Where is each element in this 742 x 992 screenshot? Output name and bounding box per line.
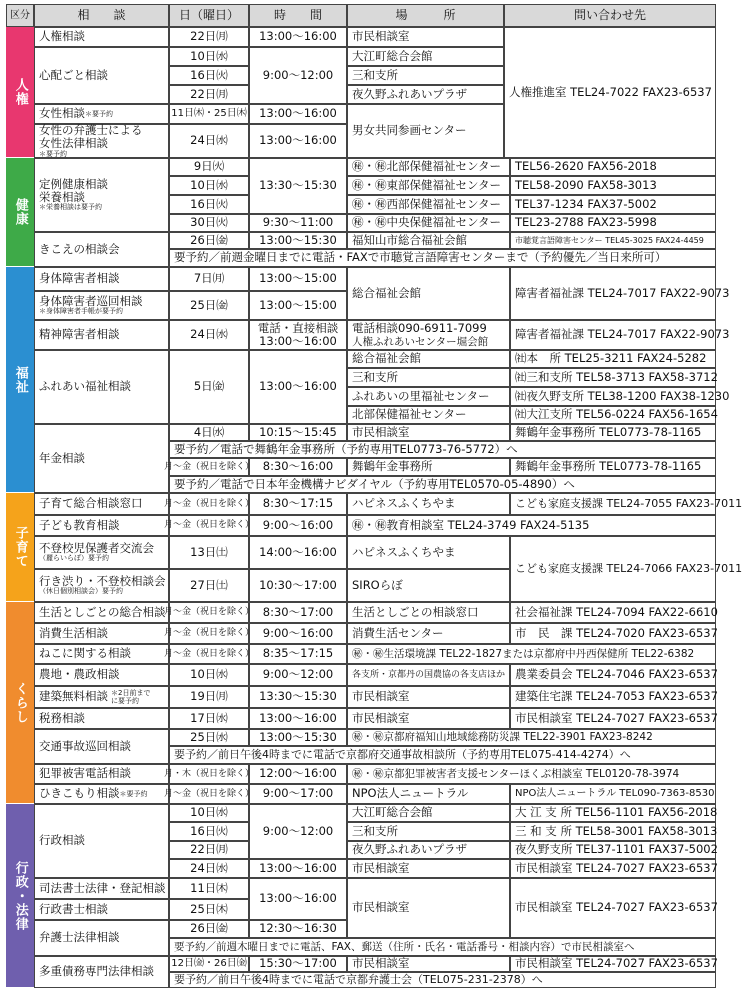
row-contact-zeimu: 市民相談室 TEL24-7027 FAX23-6537 — [510, 708, 716, 729]
row-date-gyosei-3: 22日㈪ — [169, 841, 249, 859]
row-contact-gyosei-2: 三 和 支 所 TEL58-3001 FAX58-3013 — [510, 822, 716, 841]
row-date-bengoshi-josei: 24日㈬ — [169, 124, 249, 158]
row-name-kenchiku: 建築無料相談 ＊2日前までに要予約 — [34, 686, 169, 708]
row-name-bengoshi: 弁護士法律相談 — [34, 920, 169, 956]
row-name-teirei: 定例健康相談 栄養相談 ＊栄養相談は要予約 — [34, 158, 169, 232]
row-date-teirei-2: 10日㈬ — [169, 176, 249, 195]
row-date-gyosei-2: 16日㈫ — [169, 822, 249, 841]
row-place-shintai: 総合福祉会館 — [347, 267, 510, 320]
header-consultation: 相 談 — [34, 4, 169, 27]
row-contact-fureai-3: ㈳夜久野支所 TEL38-1200 FAX38-1230 — [510, 387, 716, 406]
row-contact-seikatsu: 社会福祉課 TEL24-7094 FAX22-6610 — [510, 602, 716, 623]
row-time-nenkin-2: 8:30～16:00 — [249, 458, 347, 476]
row-contact-teirei-2: TEL58-2090 FAX58-3013 — [510, 176, 716, 195]
row-name-hikikomori: ひきこもり相談 ＊要予約 — [34, 784, 169, 804]
row-contact-gyosei-1: 大 江 支 所 TEL56-1101 FAX56-2018 — [510, 804, 716, 822]
row-name-nochi: 農地・農政相談 — [34, 664, 169, 686]
row-date-shihoshoshi: 11日㈭ — [169, 878, 249, 899]
row-time-kosodate-sogo: 8:30～17:15 — [249, 493, 347, 515]
row-name-bengoshi-josei: 女性の弁護士による 女性法律相談 ＊要予約 — [34, 124, 169, 158]
row-date-nenkin-2: 月～金（祝日を除く） — [169, 458, 249, 476]
row-contact-kosodate-sogo: こども家庭支援課 TEL24-7055 FAX23-7011 — [510, 493, 716, 515]
row-name-zeimu: 税務相談 — [34, 708, 169, 729]
row-place-seishin: 電話相談090-6911-7099 人権ふれあいセンター堀会館 — [347, 320, 510, 350]
row-date-teirei-4: 30日㈫ — [169, 214, 249, 232]
row-date-shohi: 月～金（祝日を除く） — [169, 623, 249, 644]
row-name-kikoe: きこえの相談会 — [34, 232, 169, 267]
row-place-nenkin-2: 舞鶴年金事務所 — [347, 458, 510, 476]
row-contact-fureai-2: ㈳三和支所 TEL58-3713 FAX58-3712 — [510, 368, 716, 387]
row-date-josei: 11日㈭・25日㈭ — [169, 104, 249, 124]
row-time-josei: 13:00～16:00 — [249, 104, 347, 124]
category-jinken: 人権 — [6, 27, 34, 158]
row-time-zeimu: 13:00～16:00 — [249, 708, 347, 729]
row-contact-fureai-4: ㈳大江支所 TEL56-0224 FAX56-1654 — [510, 406, 716, 424]
row-date-hanzai: 月・木（祝日を除く） — [169, 764, 249, 784]
header-place: 場 所 — [347, 4, 504, 27]
row-time-futoko: 14:00～16:00 — [249, 536, 347, 569]
row-date-kenchiku: 19日㈪ — [169, 686, 249, 708]
row-date-hikikomori: 月～金（祝日を除く） — [169, 784, 249, 804]
row-name-ikishiburi: 行き渋り・不登校相談会 （休日個別相談会）要予約 — [34, 569, 169, 602]
row-place-zeimu: 市民相談室 — [347, 708, 510, 729]
row-date-zeimu: 17日㈬ — [169, 708, 249, 729]
row-place-gyosei-1: 大江町総合会館 — [347, 804, 510, 822]
row-place-teirei-1: ㊙・㊙北部保健福祉センター — [347, 158, 510, 176]
row-time-gyosei: 9:00～12:00 — [249, 804, 347, 859]
row-place-kosodate-sogo: ハピネスふくちやま — [347, 493, 510, 515]
row-contact-hikikomori: NPO法人ニュートラル TEL090-7363-8530 — [510, 784, 716, 804]
row-date-kokoro-1: 10日㈬ — [169, 47, 249, 66]
row-date-kikoe: 26日㈮ — [169, 232, 249, 249]
row-note-kotsu: 要予約／前日午後4時までに電話で京都府交通事故相談所（予約専用TEL075-414-4274）へ — [169, 746, 716, 764]
row-name-tajyu: 多重債務専門法律相談 — [34, 956, 169, 988]
row-time-shihoshoshi: 13:00～16:00 — [249, 878, 347, 920]
row-date-kodomo-kyoiku: 月～金（祝日を除く） — [169, 515, 249, 536]
row-name-shohi: 消費生活相談 — [34, 623, 169, 644]
category-gyosei: 行政・法律 — [6, 804, 34, 988]
row-place-nochi: 各支所・京都丹の国農協の各支店ほか — [347, 664, 510, 686]
row-name-shintai: 身体障害者相談 — [34, 267, 169, 291]
header-contact: 問い合わせ先 — [504, 4, 716, 27]
row-place-hanzai: ㊙・㊙京都犯罪被害者支援センターほくぶ相談室 TEL0120-78-3974 — [347, 764, 716, 784]
row-name-nenkin: 年金相談 — [34, 424, 169, 493]
row-contact-kikoe: 市聴覚言語障害センター TEL45-3025 FAX24-4459 — [510, 232, 716, 249]
row-place-teirei-3: ㊙・㊙西部保健福祉センター — [347, 195, 510, 214]
row-name-gyosei: 行政相談 — [34, 804, 169, 878]
row-date-shintai-junkai: 25日㈮ — [169, 291, 249, 320]
row-name-josei: 女性相談 ＊要予約 — [34, 104, 169, 124]
row-contact-futoko: こども家庭支援課 TEL24-7066 FAX23-7011 — [510, 536, 716, 602]
row-place-gyosei-3: 夜久野ふれあいプラザ — [347, 841, 510, 859]
row-time-kotsu: 13:00～15:30 — [249, 729, 347, 746]
row-place-gyosei-2: 三和支所 — [347, 822, 510, 841]
row-date-gyosei-1: 10日㈬ — [169, 804, 249, 822]
row-time-kokoro: 9:00～12:00 — [249, 47, 347, 104]
row-place-teirei-4: ㊙・㊙中央保健福祉センター — [347, 214, 510, 232]
row-name-kodomo-kyoiku: 子ども教育相談 — [34, 515, 169, 536]
row-name-shihoshoshi: 司法書士法律・登記相談 — [34, 878, 169, 899]
row-contact-jinken: 人権推進室 TEL24-7022 FAX23-6537 — [504, 27, 716, 158]
row-time-tajyu: 15:30～17:00 — [249, 956, 347, 972]
row-date-seishin: 24日㈬ — [169, 320, 249, 350]
row-place-kenchiku: 市民相談室 — [347, 686, 510, 708]
row-contact-teirei-1: TEL56-2620 FAX56-2018 — [510, 158, 716, 176]
row-contact-kenchiku: 建築住宅課 TEL24-7053 FAX23-6537 — [510, 686, 716, 708]
row-time-neko: 8:35～17:15 — [249, 644, 347, 664]
row-date-jinken: 22日㈪ — [169, 27, 249, 47]
row-name-gyoseishoshi: 行政書士相談 — [34, 899, 169, 920]
row-place-jinken: 市民相談室 — [347, 27, 504, 47]
row-place-hikikomori: NPO法人ニュートラル — [347, 784, 510, 804]
row-date-gyoseishoshi: 25日㈭ — [169, 899, 249, 920]
row-date-bengoshi: 26日㈮ — [169, 920, 249, 938]
row-place-fureai-2: 三和支所 — [347, 368, 510, 387]
row-place-kokoro-1: 大江町総合会館 — [347, 47, 504, 66]
row-place-fureai-4: 北部保健福祉センター — [347, 406, 510, 424]
row-contact-teirei-4: TEL23-2788 FAX23-5998 — [510, 214, 716, 232]
row-date-gyosei-4: 24日㈬ — [169, 859, 249, 878]
row-place-kikoe: 福知山市総合福祉会館 — [347, 232, 510, 249]
row-name-kotsu: 交通事故巡回相談 — [34, 729, 169, 764]
row-time-teirei-b: 9:30～11:00 — [249, 214, 347, 232]
row-name-neko: ねこに関する相談 — [34, 644, 169, 664]
consultation-schedule-table — [6, 4, 742, 988]
row-time-jinken: 13:00～16:00 — [249, 27, 347, 47]
row-name-kokoro: 心配ごと相談 — [34, 47, 169, 104]
row-place-kokoro-3: 夜久野ふれあいプラザ — [347, 85, 504, 104]
row-name-seikatsu: 生活としごとの総合相談 — [34, 602, 169, 623]
row-time-nochi: 9:00～12:00 — [249, 664, 347, 686]
header-ku: 区分 — [6, 4, 34, 27]
row-date-nenkin: 4日㈬ — [169, 424, 249, 441]
row-contact-teirei-3: TEL37-1234 FAX37-5002 — [510, 195, 716, 214]
row-time-shintai-junkai: 13:00～15:00 — [249, 291, 347, 320]
row-place-ikishiburi: SIROらぼ — [347, 569, 510, 602]
row-date-kokoro-3: 22日㈪ — [169, 85, 249, 104]
row-time-nenkin: 10:15～15:45 — [249, 424, 347, 441]
row-contact-nenkin: 舞鶴年金事務所 TEL0773-78-1165 — [510, 424, 716, 441]
row-place-gyosei-4: 市民相談室 — [347, 859, 510, 878]
row-contact-seishin: 障害者福祉課 TEL24-7017 FAX22-9073 — [510, 320, 716, 350]
row-note-nenkin-1: 要予約／電話で舞鶴年金事務所（予約専用TEL0773-76-5772）へ — [169, 441, 716, 458]
row-place-tajyu: 市民相談室 — [347, 956, 510, 972]
row-contact-nenkin-2: 舞鶴年金事務所 TEL0773-78-1165 — [510, 458, 716, 476]
header-time: 時 間 — [249, 4, 347, 27]
row-place-shohi: 消費生活センター — [347, 623, 510, 644]
row-time-ikishiburi: 10:30～17:00 — [249, 569, 347, 602]
row-time-seikatsu: 8:30～17:00 — [249, 602, 347, 623]
row-time-kikoe: 13:00～15:30 — [249, 232, 347, 249]
row-place-josei: 男女共同参画センター — [347, 104, 504, 158]
row-time-teirei-a: 13:30～15:30 — [249, 158, 347, 214]
row-place-fureai-1: 総合福祉会館 — [347, 350, 510, 368]
row-name-seishin: 精神障害者相談 — [34, 320, 169, 350]
row-contact-shintai: 障害者福祉課 TEL24-7017 FAX22-9073 — [510, 267, 716, 320]
row-place-teirei-2: ㊙・㊙東部保健福祉センター — [347, 176, 510, 195]
category-kosodate: 子育て — [6, 493, 34, 602]
category-kenko: 健康 — [6, 158, 34, 267]
row-name-futoko: 不登校児保護者交流会 （麗らいらぼ）要予約 — [34, 536, 169, 569]
row-contact-tajyu: 市民相談室 TEL24-7027 FAX23-6537 — [510, 956, 716, 972]
row-name-fureai: ふれあい福祉相談 — [34, 350, 169, 424]
row-contact-nochi: 農業委員会 TEL24-7046 FAX23-6537 — [510, 664, 716, 686]
row-date-futoko: 13日㈯ — [169, 536, 249, 569]
row-date-teirei-1: 9日㈫ — [169, 158, 249, 176]
row-place-futoko: ハピネスふくちやま — [347, 536, 510, 569]
row-date-kotsu: 25日㈬ — [169, 729, 249, 746]
row-note-kikoe: 要予約／前週金曜日までに電話・FAXで市聴覚言語障害センターまで（予約優先／当日来所可） — [169, 249, 716, 267]
row-date-fureai: 5日㈮ — [169, 350, 249, 424]
row-date-kokoro-2: 16日㈫ — [169, 66, 249, 85]
row-note-tajyu: 要予約／前日午後4時までに電話で京都弁護士会（TEL075-231-2378）へ — [169, 972, 716, 988]
row-contact-gyosei-3: 夜久野支所 TEL37-1101 FAX37-5002 — [510, 841, 716, 859]
row-time-shintai: 13:00～15:00 — [249, 267, 347, 291]
row-place-shoshi: 市民相談室 — [347, 878, 510, 938]
row-date-shintai: 7日㈪ — [169, 267, 249, 291]
row-date-ikishiburi: 27日㈯ — [169, 569, 249, 602]
row-time-seishin: 電話・直接相談 13:00～16:00 — [249, 320, 347, 350]
row-note-bengoshi: 要予約／前週木曜日までに電話、FAX、郵送（住所・氏名・電話番号・相談内容）で市民相談室へ — [169, 938, 716, 956]
row-note-nenkin-2: 要予約／電話で日本年金機構ナビダイヤル（予約専用TEL0570-05-4890）へ — [169, 476, 716, 493]
row-name-jinken: 人権相談 — [34, 27, 169, 47]
row-time-bengoshi-josei: 13:00～16:00 — [249, 124, 347, 158]
row-place-neko: ㊙・㊙生活環境課 TEL22-1827または京都府中丹西保健所 TEL22-6382 — [347, 644, 716, 664]
row-contact-gyosei-4: 市民相談室 TEL24-7027 FAX23-6537 — [510, 859, 716, 878]
row-place-kotsu: ㊙・㊙京都府福知山地域総務防災課 TEL22-3901 FAX23-8242 — [347, 729, 716, 746]
category-fukushi: 福祉 — [6, 267, 34, 493]
category-kurashi: くらし — [6, 602, 34, 804]
row-date-tajyu: 12日㈮・26日㈮ — [169, 956, 249, 972]
row-time-hikikomori: 9:00～17:00 — [249, 784, 347, 804]
row-name-hanzai: 犯罪被害電話相談 — [34, 764, 169, 784]
row-time-kodomo-kyoiku: 9:00～16:00 — [249, 515, 347, 536]
row-date-nochi: 10日㈬ — [169, 664, 249, 686]
row-time-fureai: 13:00～16:00 — [249, 350, 347, 424]
row-date-teirei-3: 16日㈫ — [169, 195, 249, 214]
row-place-fureai-3: ふれあいの里福祉センター — [347, 387, 510, 406]
row-date-kosodate-sogo: 月～金（祝日を除く） — [169, 493, 249, 515]
header-date: 日（曜日） — [169, 4, 249, 27]
row-place-kodomo-kyoiku: ㊙・㊙教育相談室 TEL24-3749 FAX24-5135 — [347, 515, 716, 536]
row-time-bengoshi: 12:30～16:30 — [249, 920, 347, 938]
row-time-shohi: 9:00～16:00 — [249, 623, 347, 644]
row-time-gyosei-2: 13:00～16:00 — [249, 859, 347, 878]
row-time-hanzai: 12:00～16:00 — [249, 764, 347, 784]
row-place-seikatsu: 生活としごとの相談窓口 — [347, 602, 510, 623]
row-place-nenkin: 市民相談室 — [347, 424, 510, 441]
row-name-shintai-junkai: 身体障害者巡回相談 ＊身体障害者手帳が要予約 — [34, 291, 169, 320]
row-time-kenchiku: 13:30～15:30 — [249, 686, 347, 708]
row-contact-shohi: 市 民 課 TEL24-7020 FAX23-6537 — [510, 623, 716, 644]
row-contact-shoshi: 市民相談室 TEL24-7027 FAX23-6537 — [510, 878, 716, 938]
row-place-kokoro-2: 三和支所 — [347, 66, 504, 85]
row-date-seikatsu: 月～金（祝日を除く） — [169, 602, 249, 623]
row-name-kosodate-sogo: 子育て総合相談窓口 — [34, 493, 169, 515]
row-date-neko: 月～金（祝日を除く） — [169, 644, 249, 664]
row-contact-fureai-1: ㈳本 所 TEL25-3211 FAX24-5282 — [510, 350, 716, 368]
